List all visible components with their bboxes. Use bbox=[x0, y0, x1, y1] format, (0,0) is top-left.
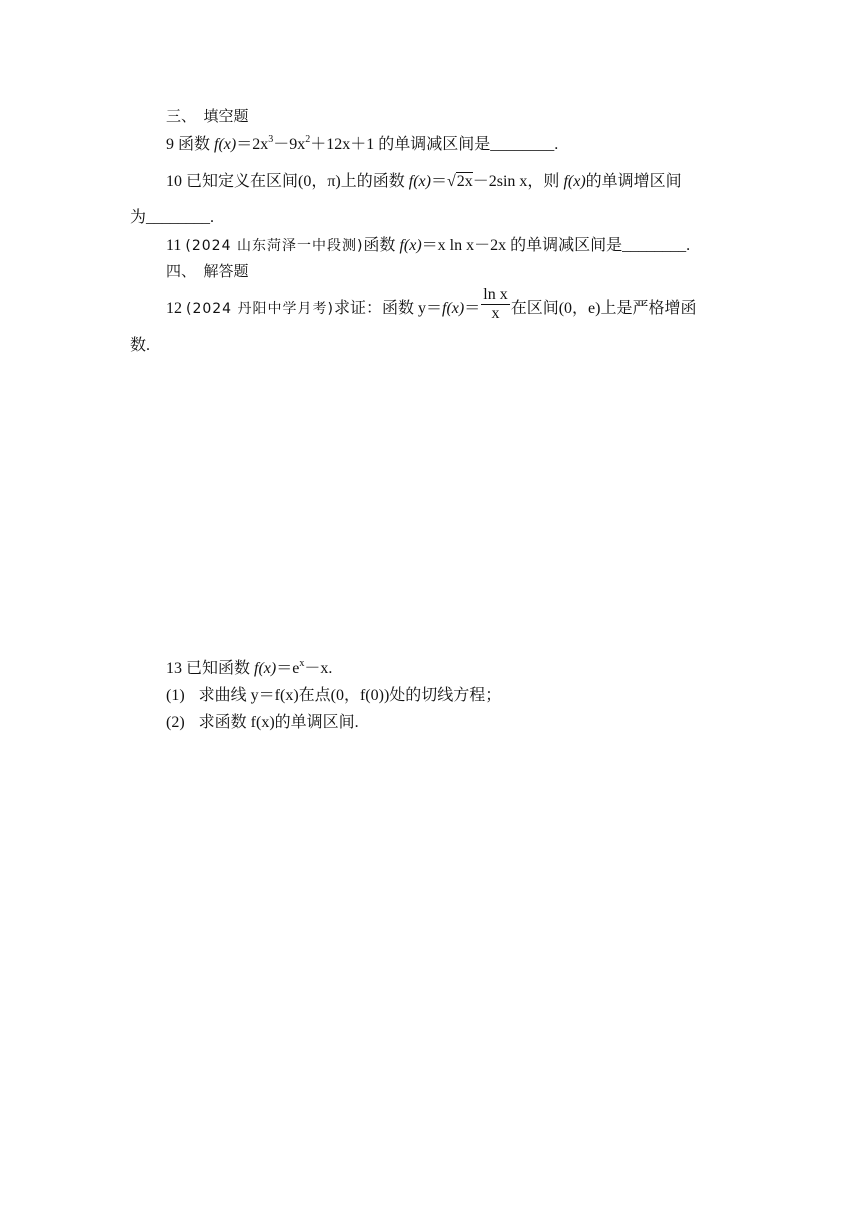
question-13-exponent: x bbox=[299, 658, 305, 669]
question-10-radicand: 2x bbox=[456, 173, 473, 190]
question-11-text-b: ＝x ln x－2x 的单调减区间是________. bbox=[421, 237, 691, 254]
question-13-number: 13 bbox=[166, 660, 182, 677]
question-13-part-1 bbox=[166, 686, 501, 706]
fraction-numerator: ln x bbox=[483, 286, 508, 303]
part-1-label: (1) bbox=[166, 687, 185, 704]
question-12-text-a: 求证：函数 y＝ bbox=[334, 300, 443, 318]
section-4-title: 四、 解答题 bbox=[166, 262, 249, 280]
question-13-function: f(x) bbox=[254, 660, 277, 677]
question-11-source: (2024 山东菏泽一中段测) bbox=[185, 238, 364, 254]
question-13-text-c: －x. bbox=[304, 660, 333, 677]
part-1-text: 求曲线 y＝f(x)在点(0，f(0))处的切线方程； bbox=[198, 687, 502, 704]
fraction bbox=[481, 286, 509, 323]
question-11-function: f(x) bbox=[399, 237, 422, 254]
fraction-denominator: x bbox=[491, 305, 500, 322]
section-3-title: 三、 填空题 bbox=[166, 107, 249, 125]
question-9 bbox=[166, 135, 558, 155]
question-12-source: (2024 丹阳中学月考) bbox=[186, 301, 335, 318]
question-11-text-a: 函数 bbox=[363, 237, 400, 254]
question-10-function-2: f(x) bbox=[563, 173, 586, 190]
question-10-number: 10 bbox=[166, 173, 182, 190]
question-9-text-b: －9x bbox=[273, 136, 306, 153]
question-9-power-2: 2 bbox=[305, 134, 311, 145]
question-9-number: 9 bbox=[166, 136, 174, 153]
question-11 bbox=[166, 236, 690, 256]
question-13-text-a: 已知函数 bbox=[186, 660, 255, 677]
question-9-power-3: 3 bbox=[268, 134, 274, 145]
question-13 bbox=[166, 659, 332, 679]
question-11-number: 11 bbox=[166, 237, 182, 254]
question-10-text-b: －2sin x，则 bbox=[472, 173, 564, 190]
question-12 bbox=[166, 286, 697, 323]
question-13-part-2 bbox=[166, 713, 359, 733]
section-3-heading bbox=[166, 106, 249, 126]
question-9-function: f(x) bbox=[214, 136, 237, 153]
part-2-label: (2) bbox=[166, 714, 185, 731]
question-10-function: f(x) bbox=[408, 173, 431, 190]
question-12-function: f(x) bbox=[442, 300, 465, 318]
part-2-text: 求函数 f(x)的单调区间. bbox=[198, 714, 359, 731]
question-9-eq: ＝2x bbox=[236, 136, 269, 153]
question-10-eq: ＝ bbox=[430, 173, 447, 190]
question-10 bbox=[166, 172, 682, 192]
section-4-heading bbox=[166, 261, 249, 281]
question-12-line-2 bbox=[130, 336, 150, 356]
question-13-text-b: ＝e bbox=[276, 660, 300, 677]
question-9-text-c: ＋12x＋1 的单调减区间是________. bbox=[310, 136, 559, 153]
question-12-continuation: 数. bbox=[130, 337, 151, 354]
question-10-line-2 bbox=[130, 208, 214, 228]
question-9-text-a: 函数 bbox=[178, 136, 215, 153]
question-12-eq: ＝ bbox=[464, 300, 481, 318]
sqrt-symbol: √ bbox=[446, 173, 456, 190]
question-12-text-b: 在区间(0，e)上是严格增函 bbox=[510, 300, 697, 318]
question-10-text-c: 的单调增区间 bbox=[585, 173, 682, 190]
question-10-continuation: 为________. bbox=[130, 209, 215, 226]
question-12-number: 12 bbox=[166, 300, 182, 318]
question-10-text-a: 已知定义在区间(0，π)上的函数 bbox=[186, 173, 409, 190]
